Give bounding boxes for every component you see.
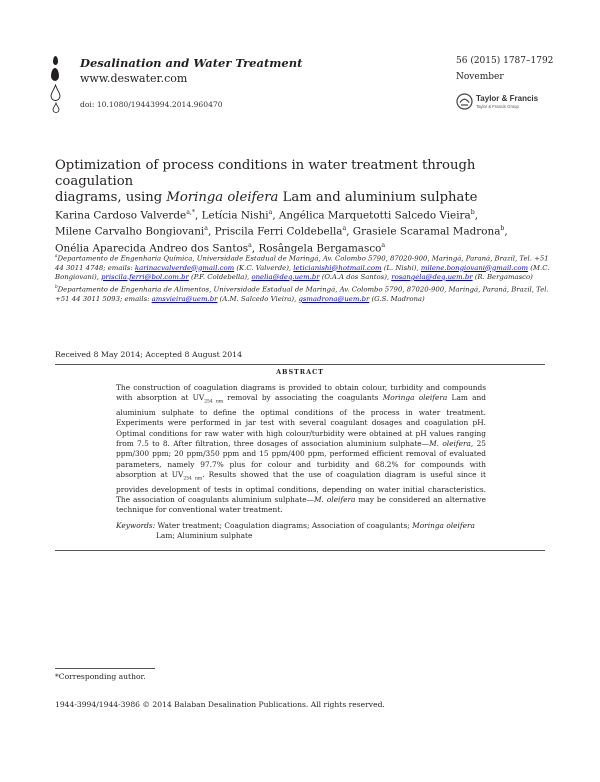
author: Onélia Aparecida Andreo dos Santos [55, 242, 249, 255]
author: Letícia Nishi [201, 209, 269, 222]
email-owner: (P.F. Coldebella), [188, 272, 252, 281]
author-sep: , [207, 225, 215, 238]
title-line-2-post: Lam and aluminium sulphate [278, 190, 478, 205]
author: Priscila Ferri Coldebella [214, 225, 343, 238]
copyright: 1944-3994/1944-3986 © 2014 Balaban Desalination Publications. All rights reserved. [55, 700, 385, 709]
author-sup: a [342, 225, 347, 233]
email-link[interactable]: karinacvalverde@gmail.com [134, 263, 235, 272]
keywords-species: Moringa oleifera [412, 521, 475, 530]
divider [55, 364, 545, 365]
abstract-subscript: 254 nm [183, 476, 203, 482]
abstract-text: , 25 ppm/300 ppm; 20 ppm/350 ppm and 15 ppm/400 ppm, performed efficient removal of evaluated parameters, namely 97.7% plus for colour and turbidity and 68.2% for compounds with absorption at UV [116, 438, 486, 479]
publisher-logo [456, 93, 556, 113]
divider [55, 550, 545, 551]
journal-title: Desalination and Water Treatment [80, 56, 303, 70]
publisher-emblem-icon [456, 93, 473, 110]
author-list [55, 206, 555, 255]
email-owner: (L. Nishi), [381, 263, 421, 272]
email-owner: (K.C. Valverde), [234, 263, 294, 272]
email-link[interactable]: onelia@deq.uem.br [251, 272, 320, 281]
affiliations [55, 251, 555, 304]
drop-icon [53, 56, 58, 65]
author-sup: a,* [186, 209, 196, 216]
journal-url[interactable]: www.deswater.com [80, 72, 188, 85]
email-owner: (M.C. Bongiovani), [55, 263, 550, 281]
email-link[interactable]: priscila.ferri@bol.com.br [101, 272, 189, 281]
abstract-text: removal by associating the coagulants [223, 393, 383, 403]
publisher-group: Taylor & Francis Group [476, 104, 519, 109]
abstract-species: M. oleifera [313, 494, 356, 504]
author-sup: a [268, 209, 273, 216]
author-sup: a [381, 241, 386, 249]
author-sep: , [251, 242, 259, 255]
keywords-line-1 [116, 521, 486, 531]
drop-outline-icon [50, 84, 61, 102]
author-sup: b [470, 209, 475, 216]
abstract-species: Moringa oleifera [382, 393, 448, 403]
email-link[interactable]: leticianishi@hotmail.com [293, 263, 382, 272]
publisher-name: Taylor & Francis [476, 94, 539, 103]
title-species: Moringa oleifera [166, 190, 279, 205]
title-line-1: Optimization of process conditions in water treatment through coagulation [55, 158, 476, 189]
doi[interactable]: doi: 10.1080/19443994.2014.960470 [80, 100, 223, 109]
abstract-text: . Results showed that the use of coagulation diagram is useful since it provides development of tests in optimal conditions, depending on water initial characteristics. The association of coagulants aluminium sulphate— [116, 469, 487, 504]
author: Grasiele Scaramal Madrona [352, 225, 501, 238]
author-sup: b [500, 225, 505, 233]
author-sep: , [474, 209, 478, 222]
author: Milene Carvalho Bongiovani [55, 225, 205, 238]
abstract-text: The construction of coagulation diagrams is provided to obtain colour, turbidity and compounds with absorption at UV [116, 383, 486, 403]
affiliation-label: a [55, 253, 58, 258]
abstract-species: M. oleifera [429, 438, 471, 448]
affiliation-label: b [55, 284, 58, 290]
email-link[interactable]: gsmadrona@uem.br [298, 294, 370, 303]
abstract-text: may be considered an alternative technique for conventional water treatment. [116, 494, 486, 515]
keywords-text: Water treatment; Coagulation diagrams; Association of coagulants; [155, 521, 413, 530]
email-link[interactable]: milene.bongiovani@gmail.com [420, 263, 529, 272]
abstract-body [116, 383, 486, 516]
journal-logo [50, 56, 62, 112]
abstract-subscript: 254 nm [204, 399, 224, 405]
corresponding-author-note: *Corresponding author. [55, 672, 146, 681]
author-sep: , [272, 209, 279, 222]
affiliation-text: Departamento de Engenharia de Alimentos, Universidade Estadual de Maringá, Av. Colombo 5790, 87020-900, Maringá, Paraná, Brazil, Tel. +51 44 3011 5093; emails: [55, 285, 549, 303]
author: Karina Cardoso Valverde [55, 209, 187, 222]
abstract-text: Lam and aluminium sulphate to define the optimal conditions of the process in water treatment. Experiments were performed in jar test with several coagulant dosages and coagulation pH. Optimal conditions for raw water with high colour/turbidity were obtained at pH values ranging from 7.5 to 8. After filtration, three dosages of association aluminium sulphate— [116, 393, 486, 448]
email-owner: (R. Bergamasco) [472, 272, 533, 281]
email-link[interactable]: rosangela@deq.uem.br [391, 272, 473, 281]
title-line-2-pre: diagrams, using [55, 190, 167, 205]
keywords [116, 521, 486, 541]
email-link[interactable]: amsvieira@uem.br [151, 294, 218, 303]
drop-outline-icon [52, 102, 60, 113]
author: Rosângela Bergamasco [258, 242, 382, 255]
author-sep: , [195, 209, 202, 222]
abstract-heading: ABSTRACT [276, 368, 324, 376]
volume-pages: 56 (2015) 1787–1792 [456, 56, 554, 66]
drop-icon [51, 68, 59, 81]
email-owner: (O.A.A dos Santos), [319, 272, 392, 281]
author: Angélica Marquetotti Salcedo Vieira [278, 209, 471, 222]
author-sep: , [346, 225, 353, 238]
footnote-rule [55, 668, 155, 669]
affiliation-b [55, 282, 555, 304]
keywords-line-2: Lam; Aluminium sulphate [156, 531, 253, 540]
email-owner: (G.S. Madrona) [369, 294, 425, 303]
issue-month: November [456, 72, 504, 82]
email-owner: (A.M. Salcedo Vieira), [217, 294, 299, 303]
keywords-label: Keywords: [116, 521, 156, 530]
paper-title [55, 158, 555, 206]
author-sup: a [204, 225, 208, 233]
received-dates: Received 8 May 2014; Accepted 8 August 2014 [55, 350, 243, 359]
author-sep: , [504, 225, 508, 238]
author-sup: a [248, 241, 252, 249]
affiliation-a [55, 251, 555, 282]
affiliation-text: Departamento de Engenharia Química, Universidade Estadual de Maringá, Av. Colombo 5790, 87020-900, Maringá, Paraná, Brazil, Tel. +51 44 3011 4748; emails: [55, 254, 549, 272]
